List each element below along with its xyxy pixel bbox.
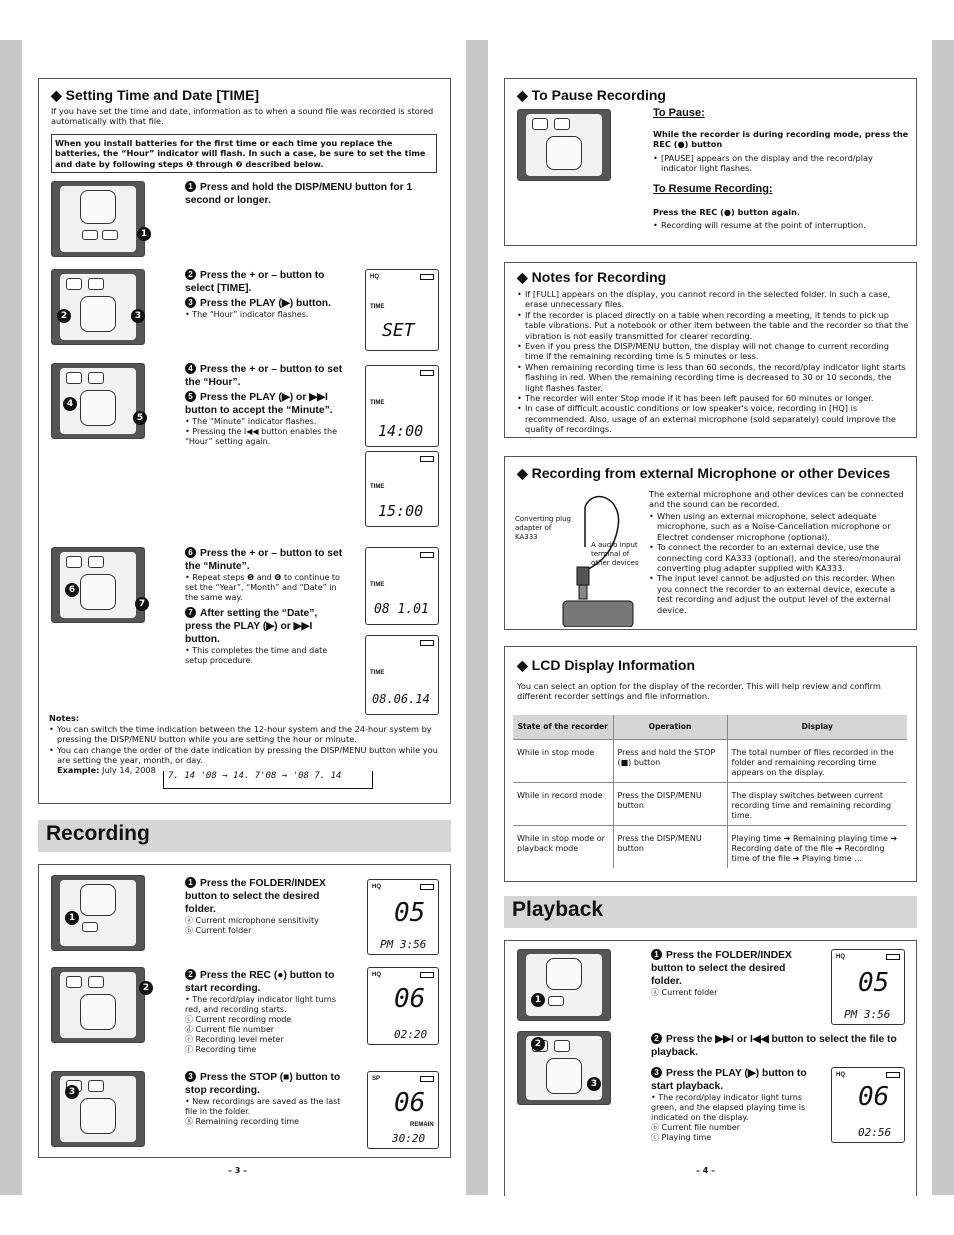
external-item: • The input level cannot be adjusted on this recorder. When you connect the recorder to an external device, execute a test recording and adjust the output level of the external device. xyxy=(649,573,909,615)
example-sequence: 7. 14 '08 → 14. 7'08 → '08 7. 14 xyxy=(163,771,373,789)
table-cell: Press and hold the STOP (■) button xyxy=(613,739,727,782)
time-step-2: 2 Press the + or – button to select [TIME]. xyxy=(185,270,325,294)
lcd-play-1: HQ 05 PM 3:56 xyxy=(831,949,905,1025)
notes-list xyxy=(517,289,909,435)
lcd-info-table xyxy=(513,715,907,868)
resume-step: Press the REC (●) button again. xyxy=(653,207,801,217)
right-margin-bar xyxy=(932,40,954,1195)
note-item: • If [FULL] appears on the display, you cannot record in the selected folder. In such a case, erase unnecessary files. xyxy=(517,289,909,310)
setting-time-intro: If you have set the time and date, information as to when a sound file was recorded is stored automatically with that file. xyxy=(51,106,434,127)
external-item: • To connect the recorder to an external device, use the connecting cord KA333 (optional), and the stereo/monaural converting plug adapter supplied with KA333. xyxy=(649,542,909,573)
time-notes-list xyxy=(49,724,441,766)
lcd-info-header-row xyxy=(513,715,907,739)
note-item: • When remaining recording time is less than 60 seconds, the record/play indicator light starts flashing in red. When the remaining recording time is decreased to 30 or 10 seconds, the light flashes faster. xyxy=(517,362,909,393)
note-item: • In case of difficult acoustic conditions or low speaker's voice, recording in [HQ] is recommended. Also, usage of an external microphone (sold separately) could improve the quality of recordings. xyxy=(517,403,909,434)
table-cell: The display switches between current recording time and remaining recording time. xyxy=(727,782,907,825)
adapter-label: Converting plug adapter of KA333 xyxy=(515,515,571,541)
callout-rec-3: 3 xyxy=(65,1085,79,1099)
lcd-info-header: Operation xyxy=(613,715,727,739)
to-pause-label: To Pause: xyxy=(653,107,705,119)
rec-step-2: 2 Press the REC (●) button to start recording. • The record/play indicator light turns red, and recording starts. ⓒ Current recording mode ⓓ Current file number ⓔ Recording level meter ⓕ Recording time xyxy=(185,970,337,1054)
play-step-2: 2 Press the ▶▶I or I◀◀ button to select the file to playback. xyxy=(651,1034,897,1058)
pause-step: While the recorder is during recording mode, press the REC (●) button xyxy=(653,129,909,150)
time-step-5: 5 Press the PLAY (▶) or ▶▶I button to accept the “Minute”. • The “Minute” indicator flashes. • Pressing the I◀◀ button enables the “Hour” setting again. xyxy=(185,392,337,446)
batteries-warning: When you install batteries for the first time or each time you replace the batteries, the “Hour” indicator will flash. In such a case, be sure to set the time and date by following steps ❶ through ❼ described below. xyxy=(51,134,437,173)
lcd-rec-3: SP 06 REMAIN 30:20 xyxy=(367,1071,439,1149)
recorder-image-step6 xyxy=(51,547,145,623)
lcd-info-header: State of the recorder xyxy=(513,715,613,739)
playback-title: Playback xyxy=(504,896,917,928)
setting-time-section xyxy=(38,78,451,804)
pause-section xyxy=(504,78,917,246)
notes-section xyxy=(504,262,917,438)
audio-input-label: A audio input terminal of other devices xyxy=(591,541,639,567)
table-cell: Playing time ➔ Remaining playing time ➔ Recording date of the file ➔ Recording time of the file ➔ Playing time … xyxy=(727,825,907,868)
notes-title: Notes: xyxy=(49,713,80,723)
external-intro: The external microphone and other devices can be connected and the sound can be recorded. xyxy=(649,489,904,510)
table-cell: Press the DISP/MENU button xyxy=(613,825,727,868)
callout-6: 6 xyxy=(65,583,79,597)
callout-rec-2: 2 xyxy=(139,981,153,995)
rec-step-3: 3 Press the STOP (■) button to stop recording. • New recordings are saved as the last file in the folder. ⓖ Remaining recording time xyxy=(185,1072,341,1126)
table-cell: While in record mode xyxy=(513,782,613,825)
lcd-minute: TIME 15:00 xyxy=(365,451,439,527)
external-mic-title: ◆ Recording from external Microphone or other Devices xyxy=(517,465,891,481)
external-list xyxy=(649,511,909,615)
pause-title: ◆ To Pause Recording xyxy=(517,87,666,103)
notes-title-right: ◆ Notes for Recording xyxy=(517,269,667,285)
time-step-4: 4 Press the + or – button to set the “Hour”. xyxy=(185,364,343,388)
time-note-1: • You can switch the time indication between the 12-hour system and the 24-hour system by pressing the DISP/MENU button while you are setting the hour or minute. xyxy=(49,724,441,745)
lcd-final: TIME 08.06.14 xyxy=(365,635,439,715)
note-item: • Even if you press the DISP/MENU button, the display will not change to current recording time if the remaining recording time is 5 minutes or less. xyxy=(517,341,909,362)
lcd-rec-1: HQ 05 PM 3:56 xyxy=(367,879,439,955)
table-cell: Press the DISP/MENU button xyxy=(613,782,727,825)
callout-play-1: 1 xyxy=(531,993,545,1007)
time-step-1: 1 Press and hold the DISP/MENU button for 1 second or longer. xyxy=(185,182,413,206)
recorder-image-pause xyxy=(517,109,611,181)
table-cell: While in stop mode xyxy=(513,739,613,782)
setting-time-title: ◆ Setting Time and Date [TIME] xyxy=(51,87,260,103)
resume-note: • Recording will resume at the point of interruption. xyxy=(653,220,909,230)
table-cell: The total number of files recorded in the folder and remaining recording time appears on the display. xyxy=(727,739,907,782)
recorder-image-step2 xyxy=(51,269,145,345)
recorder-image-play1 xyxy=(517,949,611,1021)
page-number-4: – 4 – xyxy=(696,1166,716,1175)
table-row xyxy=(513,739,907,782)
play-step-1: 1 Press the FOLDER/INDEX button to select the desired folder. ⓐ Current folder xyxy=(651,950,792,997)
recording-section xyxy=(38,864,451,1158)
lcd-rec-2: HQ 06 02:20 xyxy=(367,967,439,1045)
lcd-info-title: ◆ LCD Display Information xyxy=(517,657,696,673)
callout-play-3: 3 xyxy=(587,1077,601,1091)
recorder-image-step1 xyxy=(51,181,145,257)
table-row xyxy=(513,782,907,825)
center-left-bar xyxy=(466,40,488,1195)
lcd-info-header: Display xyxy=(727,715,907,739)
note-item: • If the recorder is placed directly on a table when recording a meeting, it tends to pick up table vibrations. Put a notebook or other item between the table and the recorder so that the vibration is not easily transmitted for clearer recording. xyxy=(517,310,909,341)
recorder-image-rec2 xyxy=(51,967,145,1043)
lcd-play-2: HQ 06 02:56 xyxy=(831,1067,905,1143)
recorder-image-rec1 xyxy=(51,875,145,951)
example-line: Example: July 14, 2008 xyxy=(57,765,156,775)
table-row xyxy=(513,825,907,868)
lcd-hour: TIME 14:00 xyxy=(365,365,439,447)
to-resume-label: To Resume Recording: xyxy=(653,183,773,195)
time-step-6: 6 Press the + or – button to set the “Minute”. • Repeat steps ❺ and ❻ to continue to set the “Year”, “Month” and “Date” in the same way. xyxy=(185,548,343,602)
recording-title: Recording xyxy=(38,820,451,852)
note-item: • The recorder will enter Stop mode if it has been left paused for 60 minutes or longer. xyxy=(517,393,909,403)
playback-section xyxy=(504,940,917,1196)
time-step-3: 3 Press the PLAY (▶) button. • The “Hour” indicator flashes. xyxy=(185,298,331,319)
left-margin-bar xyxy=(0,40,22,1195)
time-step-7: 7 After setting the “Date”, press the PLAY (▶) or ▶▶I button. • This completes the time and date setup procedure. xyxy=(185,608,328,665)
time-note-2: • You can change the order of the date indication by pressing the DISP/MENU button while you are setting the year, month, or day. xyxy=(49,745,441,766)
table-cell: While in stop mode or playback mode xyxy=(513,825,613,868)
callout-3: 3 xyxy=(131,309,145,323)
rec-step-1: 1 Press the FOLDER/INDEX button to select the desired folder. ⓐ Current microphone sensitivity ⓑ Current folder xyxy=(185,878,326,935)
callout-rec-1: 1 xyxy=(65,911,79,925)
lcd-info-section xyxy=(504,646,917,882)
external-mic-section xyxy=(504,456,917,630)
recorder-image-rec3 xyxy=(51,1071,145,1147)
external-item: • When using an external microphone, select adequate microphone, such as a Noise-Cancellation microphone or Electret condenser microphone (optional). xyxy=(649,511,909,542)
callout-7: 7 xyxy=(135,597,149,611)
lcd-set: HQ TIME SET xyxy=(365,269,439,351)
lcd-info-intro: You can select an option for the display of the recorder. This will help review and confirm different recorder settings and file information. xyxy=(517,681,881,702)
pause-note-list xyxy=(653,153,909,174)
callout-4: 4 xyxy=(63,397,77,411)
pause-note: • [PAUSE] appears on the display and the record/play indicator light flashes. xyxy=(653,153,909,174)
callout-5: 5 xyxy=(133,411,147,425)
play-step-3: 3 Press the PLAY (▶) button to start playback. • The record/play indicator light turns green, and the elapsed playing time is indicated on the display. ⓑ Current file number ⓒ Playing time xyxy=(651,1068,807,1142)
callout-2: 2 xyxy=(57,309,71,323)
lcd-date: TIME 08 1.01 xyxy=(365,547,439,625)
resume-note-list xyxy=(653,220,909,230)
callout-1: 1 xyxy=(137,227,151,241)
callout-play-2: 2 xyxy=(531,1037,545,1051)
page-number-3: – 3 – xyxy=(228,1166,248,1175)
